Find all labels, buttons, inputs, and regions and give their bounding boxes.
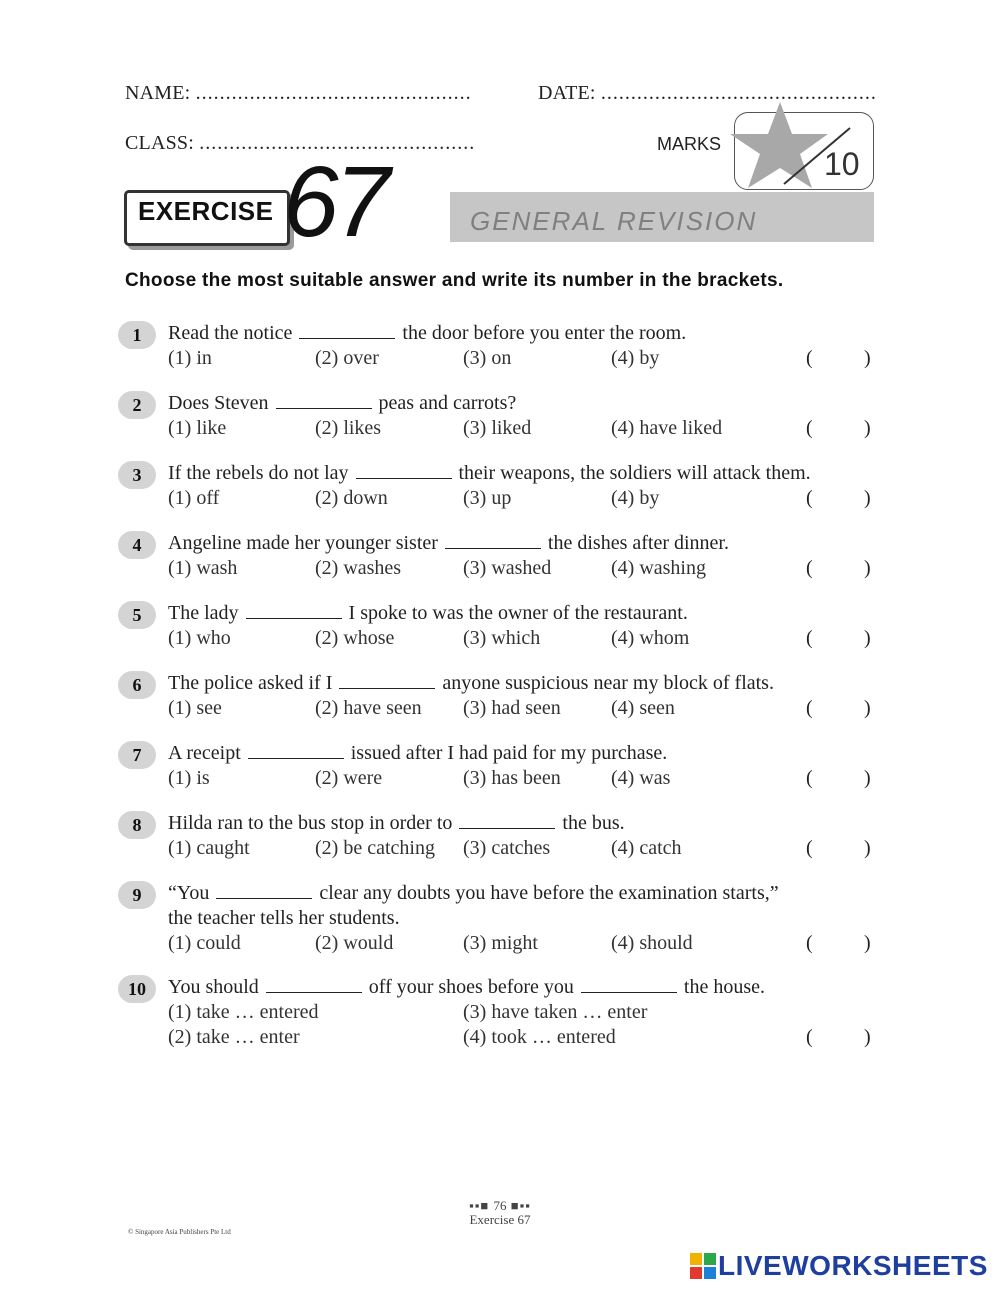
answer-bracket-close[interactable]: ) bbox=[864, 697, 871, 719]
answer-option[interactable]: (3) washed bbox=[463, 557, 552, 579]
marks-total: 10 bbox=[824, 146, 860, 182]
question-text-pre: “You bbox=[168, 882, 210, 904]
answer-bracket-open[interactable]: ( bbox=[806, 347, 813, 369]
answer-option[interactable]: (2) whose bbox=[315, 627, 395, 649]
answer-option[interactable]: (3) up bbox=[463, 487, 512, 509]
answer-bracket-close[interactable]: ) bbox=[864, 767, 871, 789]
liveworksheets-icon bbox=[690, 1253, 716, 1279]
answer-blank[interactable] bbox=[246, 602, 342, 619]
answer-option[interactable]: (1) see bbox=[168, 697, 222, 719]
question-number: 4 bbox=[118, 531, 156, 559]
question-number: 6 bbox=[118, 671, 156, 699]
answer-option[interactable]: (3) had seen bbox=[463, 697, 561, 719]
question-text-mid: off your shoes before you bbox=[368, 976, 574, 998]
question-text-post: the door before you enter the room. bbox=[402, 322, 687, 344]
name-label: NAME: bbox=[125, 82, 191, 104]
answer-blank[interactable] bbox=[356, 462, 452, 479]
question-text-post: the house. bbox=[683, 976, 766, 998]
answer-blank[interactable] bbox=[581, 976, 677, 993]
question-text-pre: The lady bbox=[168, 602, 239, 624]
answer-bracket-close[interactable]: ) bbox=[864, 1026, 871, 1048]
answer-blank[interactable] bbox=[276, 392, 372, 409]
answer-option[interactable]: (1) caught bbox=[168, 837, 250, 859]
answer-blank[interactable] bbox=[445, 532, 541, 549]
answer-bracket-close[interactable]: ) bbox=[864, 347, 871, 369]
copyright-text: © Singapore Asia Publishers Pte Ltd bbox=[128, 1228, 231, 1236]
answer-bracket-open[interactable]: ( bbox=[806, 767, 813, 789]
exercise-label: EXERCISE bbox=[138, 196, 274, 226]
question-text-pre: Does Steven bbox=[168, 392, 269, 414]
answer-bracket-open[interactable]: ( bbox=[806, 487, 813, 509]
question-text-post: issued after I had paid for my purchase. bbox=[350, 742, 668, 764]
answer-option[interactable]: (1) who bbox=[168, 627, 231, 649]
question-number: 8 bbox=[118, 811, 156, 839]
answer-option[interactable]: (2) over bbox=[315, 347, 379, 369]
answer-option[interactable]: (1) take … entered bbox=[168, 1001, 319, 1023]
name-dots: .............................................. bbox=[195, 82, 472, 104]
answer-option[interactable]: (4) by bbox=[611, 347, 660, 369]
answer-option[interactable]: (3) liked bbox=[463, 417, 532, 439]
question-text bbox=[168, 392, 516, 415]
answer-option[interactable]: (4) washing bbox=[611, 557, 706, 579]
answer-option[interactable]: (4) whom bbox=[611, 627, 690, 649]
question-text bbox=[168, 532, 729, 555]
question-number: 7 bbox=[118, 741, 156, 769]
question-text-pre: The police asked if I bbox=[168, 672, 333, 694]
answer-bracket-open[interactable]: ( bbox=[806, 627, 813, 649]
answer-option[interactable]: (4) should bbox=[611, 932, 693, 954]
question-text bbox=[168, 322, 686, 345]
answer-option[interactable]: (3) have taken … enter bbox=[463, 1001, 648, 1023]
answer-option[interactable]: (3) on bbox=[463, 347, 512, 369]
topic-title: GENERAL REVISION bbox=[470, 206, 758, 236]
question-text-post: clear any doubts you have before the examination starts,” bbox=[319, 882, 779, 904]
question-text bbox=[168, 462, 811, 485]
question-number: 5 bbox=[118, 601, 156, 629]
question-number: 1 bbox=[118, 321, 156, 349]
question-number: 2 bbox=[118, 391, 156, 419]
page-number-value: 76 bbox=[493, 1198, 507, 1213]
liveworksheets-brand: LIVEWORKSHEETS bbox=[718, 1250, 988, 1281]
answer-option[interactable]: (2) down bbox=[315, 487, 388, 509]
question-text-pre: A receipt bbox=[168, 742, 241, 764]
answer-bracket-close[interactable]: ) bbox=[864, 557, 871, 579]
question-text-post: the bus. bbox=[562, 812, 625, 834]
answer-option[interactable]: (3) has been bbox=[463, 767, 561, 789]
question-text-line2: the teacher tells her students. bbox=[168, 907, 400, 929]
question-text-pre: Angeline made her younger sister bbox=[168, 532, 438, 554]
answer-blank[interactable] bbox=[459, 812, 555, 829]
answer-option[interactable]: (1) could bbox=[168, 932, 241, 954]
answer-option[interactable]: (2) would bbox=[315, 932, 394, 954]
date-dots: .............................................. bbox=[600, 82, 877, 104]
question-text-pre: Hilda ran to the bus stop in order to bbox=[168, 812, 453, 834]
question-text bbox=[168, 882, 779, 905]
answer-option[interactable]: (4) was bbox=[611, 767, 671, 789]
answer-bracket-open[interactable]: ( bbox=[806, 557, 813, 579]
answer-option[interactable]: (2) likes bbox=[315, 417, 382, 439]
answer-bracket-open[interactable]: ( bbox=[806, 932, 813, 954]
question-text-post: anyone suspicious near my block of flats. bbox=[442, 672, 774, 694]
answer-option[interactable]: (1) wash bbox=[168, 557, 238, 579]
question-text-pre: If the rebels do not lay bbox=[168, 462, 349, 484]
answer-option[interactable]: (4) seen bbox=[611, 697, 675, 719]
answer-blank[interactable] bbox=[216, 882, 312, 899]
answer-bracket-close[interactable]: ) bbox=[864, 932, 871, 954]
question-text-post: their weapons, the soldiers will attack them. bbox=[458, 462, 811, 484]
question-text bbox=[168, 976, 765, 999]
answer-bracket-open[interactable]: ( bbox=[806, 837, 813, 859]
answer-bracket-close[interactable]: ) bbox=[864, 487, 871, 509]
question-text-post: the dishes after dinner. bbox=[547, 532, 729, 554]
answer-option[interactable]: (4) catch bbox=[611, 837, 682, 859]
answer-option[interactable]: (1) in bbox=[168, 347, 212, 369]
marks-label: MARKS bbox=[657, 134, 722, 154]
answer-bracket-open[interactable]: ( bbox=[806, 1026, 813, 1048]
answer-option[interactable]: (4) took … entered bbox=[463, 1026, 616, 1048]
instruction-text: Choose the most suitable answer and write its number in the brackets. bbox=[125, 270, 784, 291]
answer-blank[interactable] bbox=[248, 742, 344, 759]
answer-option[interactable]: (1) is bbox=[168, 767, 210, 789]
name-field[interactable] bbox=[125, 82, 472, 105]
exercise-number: 67 bbox=[283, 146, 387, 258]
answer-bracket-open[interactable]: ( bbox=[806, 697, 813, 719]
question-number: 10 bbox=[118, 975, 156, 1003]
class-dots: .............................................. bbox=[199, 132, 476, 154]
page-number: ▪▪■ 76 ■▪▪ bbox=[469, 1198, 531, 1213]
answer-blank[interactable] bbox=[299, 322, 395, 339]
answer-option[interactable]: (3) might bbox=[463, 932, 538, 954]
question-text bbox=[168, 672, 774, 695]
answer-option[interactable]: (2) have seen bbox=[315, 697, 422, 719]
answer-blank[interactable] bbox=[339, 672, 435, 689]
answer-option[interactable]: (4) have liked bbox=[611, 417, 723, 439]
answer-option[interactable]: (4) by bbox=[611, 487, 660, 509]
answer-option[interactable]: (1) off bbox=[168, 487, 220, 509]
answer-option[interactable]: (2) take … enter bbox=[168, 1026, 300, 1048]
liveworksheets-logo[interactable] bbox=[690, 1250, 988, 1282]
question-text-pre: Read the notice bbox=[168, 322, 293, 344]
answer-bracket-close[interactable]: ) bbox=[864, 627, 871, 649]
question-text-post: peas and carrots? bbox=[378, 392, 517, 414]
answer-bracket-close[interactable]: ) bbox=[864, 837, 871, 859]
answer-option[interactable]: (2) washes bbox=[315, 557, 402, 579]
answer-bracket-open[interactable]: ( bbox=[806, 417, 813, 439]
question-number: 9 bbox=[118, 881, 156, 909]
class-label: CLASS: bbox=[125, 132, 195, 154]
question-number: 3 bbox=[118, 461, 156, 489]
question-text bbox=[168, 602, 688, 625]
answer-option[interactable]: (1) like bbox=[168, 417, 227, 439]
answer-blank[interactable] bbox=[266, 976, 362, 993]
question-text bbox=[168, 742, 667, 765]
answer-bracket-close[interactable]: ) bbox=[864, 417, 871, 439]
page-caption: Exercise 67 bbox=[469, 1212, 531, 1227]
answer-option[interactable]: (2) be catching bbox=[315, 837, 435, 859]
question-text-pre: You should bbox=[168, 976, 259, 998]
date-label: DATE: bbox=[538, 82, 596, 104]
question-text bbox=[168, 812, 625, 835]
answer-option[interactable]: (3) which bbox=[463, 627, 541, 649]
answer-option[interactable]: (3) catches bbox=[463, 837, 551, 859]
answer-option[interactable]: (2) were bbox=[315, 767, 383, 789]
question-text-post: I spoke to was the owner of the restaurant. bbox=[348, 602, 688, 624]
